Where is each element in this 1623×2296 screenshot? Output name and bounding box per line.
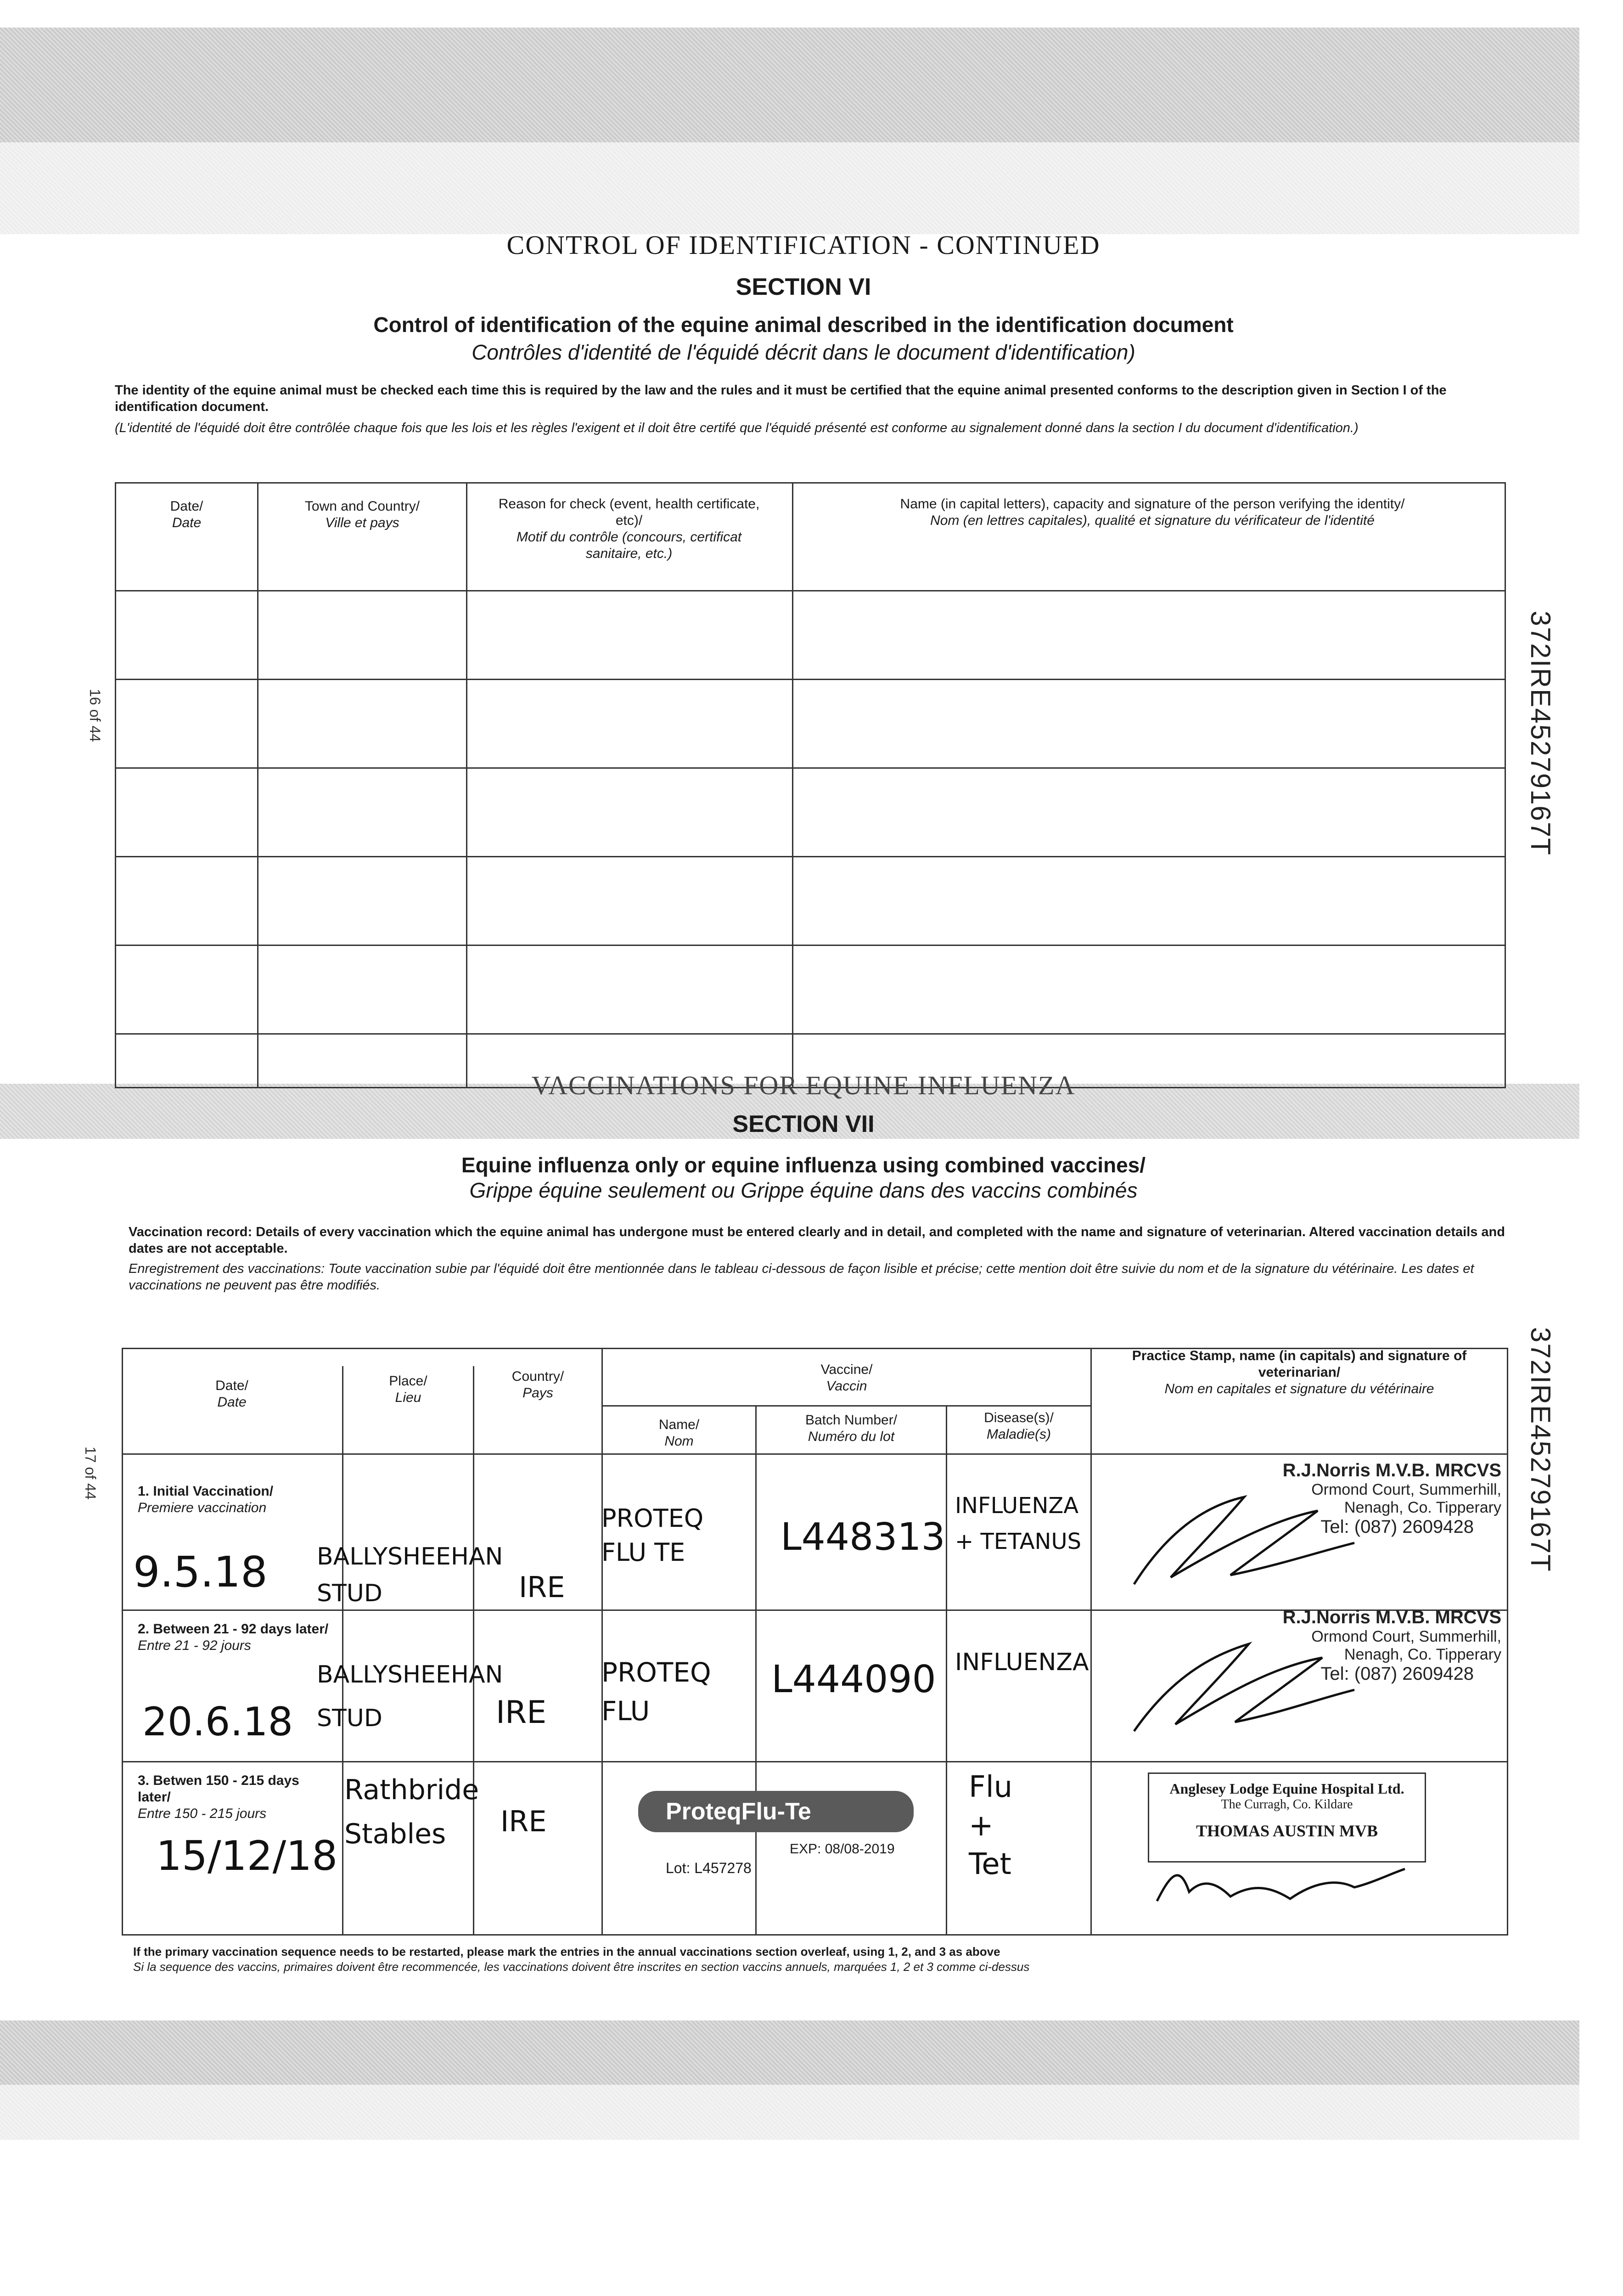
section6-label: SECTION VI	[736, 274, 871, 300]
s6-row-divider	[115, 856, 1506, 857]
s7-row2-place: BALLYSHEEHAN STUD	[317, 1661, 503, 1732]
s7-row1-batch: L448313	[781, 1515, 945, 1559]
s6-row-divider	[115, 767, 1506, 769]
section7-continued-header: VACCINATIONS FOR EQUINE INFLUENZA	[531, 1070, 1076, 1100]
s7-row-divider-2	[122, 1761, 1508, 1762]
sticker-product-name: ProteqFlu-Te	[638, 1791, 914, 1832]
s7-header-disease: Disease(s)/ Maladie(s)	[984, 1410, 1054, 1442]
s7-row2-country: IRE	[496, 1694, 547, 1731]
stamp-town: Nenagh, Co. Tipperary	[1344, 1646, 1501, 1663]
s7-row3-signature	[1152, 1855, 1410, 1915]
stamp-vet-name: R.J.Norris M.V.B. MRCVS	[1282, 1460, 1501, 1480]
s7-col-divider-date	[342, 1366, 343, 1936]
s7-row2-label: 2. Between 21 - 92 days later/ Entre 21 - 92 jours	[138, 1621, 329, 1653]
section7-title-en: Equine influenza only or equine influenza using combined vaccines/	[461, 1153, 1146, 1177]
scan-band-bottom	[0, 2020, 1579, 2085]
s6-row-divider	[115, 679, 1506, 680]
s7-col-divider-disease	[1090, 1348, 1092, 1936]
s6-row-divider	[115, 1033, 1506, 1035]
s7-row2-signature	[1125, 1621, 1364, 1740]
s7-row3-disease: Flu + Tet	[969, 1770, 1013, 1881]
s7-row3-place: Rathbride Stables	[344, 1774, 479, 1850]
section7-footnote-en: If the primary vaccination sequence needs to be restarted, please mark the entries in the annual vaccinations section overleaf, using 1, 2, and 3 as above	[133, 1945, 1000, 1958]
page-number-17: 17 of 44	[82, 1446, 99, 1500]
s7-row3-country: IRE	[500, 1805, 547, 1838]
s6-header-reason: Reason for check (event, health certificate, etc)/ Motif du contrôle (concours, certificat sanitaire, etc.)	[498, 496, 760, 561]
s6-col-divider-3	[792, 482, 793, 1088]
s7-row2-batch: L444090	[771, 1658, 936, 1701]
s7-row2-name: PROTEQ FLU	[601, 1657, 711, 1727]
s7-col-divider-place	[473, 1366, 474, 1936]
s7-col-divider-batch	[946, 1405, 947, 1936]
section6-note-fr: (L'identité de l'équidé doit être contrôlée chaque fois que les lois et les règles l'exigent et il doit être certifé que l'équidé présenté est conforme au signalement donné dans la section I du document d'identification.)	[115, 421, 1359, 435]
s7-header-country: Country/ Pays	[511, 1369, 564, 1401]
scan-band-top-light	[0, 142, 1579, 234]
s6-col-divider-1	[257, 482, 258, 1088]
s7-header-bottom-line	[122, 1453, 1508, 1455]
s7-row1-name: PROTEQ FLU TE	[601, 1504, 704, 1567]
s7-header-vaccine-name: Name/ Nom	[658, 1417, 700, 1449]
section6-title-fr: Contrôles d'identité de l'équidé décrit dans le document d'identification)	[472, 340, 1135, 364]
stamp-tel: Tel: (087) 2609428	[1320, 1517, 1474, 1537]
scan-band-top	[0, 28, 1579, 142]
stamp-hospital-address: The Curragh, Co. Kildare	[1221, 1797, 1353, 1812]
sticker-lot: Lot: L457278	[666, 1860, 752, 1876]
scan-band-bottom-light	[0, 2085, 1579, 2140]
section7-label: SECTION VII	[732, 1111, 875, 1137]
section6-table	[115, 482, 1506, 1088]
s7-row3-vaccine-sticker	[638, 1791, 918, 1896]
section7-footnote-fr: Si la sequence des vaccins, primaires doivent être recommencée, les vaccinations doivent être inscrites en section vaccins annuels, marquées 1, 2 et 3 comme ci-dessus	[133, 1960, 1030, 1974]
side-id-section7: 372IRE45279167T	[1525, 1327, 1556, 1572]
s7-row3-stamp	[1148, 1773, 1426, 1863]
stamp-vet-name: THOMAS AUSTIN MVB	[1196, 1822, 1378, 1840]
s7-header-vaccine: Vaccine/ Vaccin	[820, 1362, 873, 1394]
stamp-address: Ormond Court, Summerhill,	[1311, 1481, 1501, 1498]
s7-vaccine-subheader-line	[601, 1405, 1090, 1407]
s6-row-divider	[115, 590, 1506, 591]
section6-continued-header: CONTROL OF IDENTIFICATION - CONTINUED	[506, 230, 1101, 260]
s6-row-divider	[115, 945, 1506, 946]
section7-record-fr: Enregistrement des vaccinations: Toute vaccination subie par l'équidé doit être mentionnée dans le tableau ci-dessous de façon lisible et précise; cette mention doit être suivie du nom et de la signature du vétérinaire. Les dates et vaccinations ne peuvent pas être modifiés.	[129, 1261, 1474, 1293]
stamp-hospital-name: Anglesey Lodge Equine Hospital Ltd.	[1169, 1780, 1404, 1797]
s7-row1-country: IRE	[519, 1570, 565, 1604]
stamp-town: Nenagh, Co. Tipperary	[1344, 1499, 1501, 1516]
s7-row1-place: BALLYSHEEHAN STUD	[317, 1543, 503, 1607]
s6-header-date: Date/ Date	[170, 499, 203, 530]
s7-header-batch: Batch Number/ Numéro du lot	[805, 1412, 898, 1444]
section6-note-en: The identity of the equine animal must be checked each time this is required by the law and the rules and it must be certified that the equine animal presented conforms to the description given in Section I of the identification document.	[115, 383, 1447, 414]
s7-row1-signature	[1125, 1479, 1364, 1598]
s6-col-divider-2	[466, 482, 467, 1088]
s7-row1-disease: INFLUENZA + TETANUS	[955, 1493, 1082, 1554]
stamp-vet-name: R.J.Norris M.V.B. MRCVS	[1282, 1607, 1501, 1627]
s7-header-date: Date/ Date	[215, 1378, 248, 1410]
stamp-tel: Tel: (087) 2609428	[1320, 1664, 1474, 1684]
stamp-address: Ormond Court, Summerhill,	[1311, 1628, 1501, 1645]
s6-header-town: Town and Country/ Ville et pays	[304, 499, 420, 530]
page-number-16: 16 of 44	[87, 689, 103, 742]
section6-title-en: Control of identification of the equine animal described in the identification document	[373, 313, 1234, 337]
s7-header-practice: Practice Stamp, name (in capitals) and signature of veterinarian/ Nom en capitales et signature du vétérinaire	[1132, 1348, 1467, 1396]
s7-row1-label: 1. Initial Vaccination/ Premiere vaccination	[138, 1484, 274, 1515]
s7-header-place: Place/ Lieu	[389, 1373, 427, 1405]
s7-row1-date: 9.5.18	[133, 1548, 268, 1597]
sticker-exp: EXP: 08/08-2019	[790, 1841, 895, 1857]
s7-row2-date: 20.6.18	[142, 1699, 293, 1745]
section7-record-en: Vaccination record: Details of every vaccination which the equine animal has undergone must be entered clearly and in detail, and completed with the name and signature of veterinarian. Altered vaccination details and dates are not acceptable.	[129, 1225, 1505, 1256]
s6-header-name: Name (in capital letters), capacity and signature of the person verifying the identity/ Nom (en lettres capitales), qualité et signature du vérificateur de l'identité	[900, 496, 1405, 528]
side-id-section6: 372IRE45279167T	[1525, 611, 1556, 856]
s7-row3-date: 15/12/18	[156, 1832, 338, 1880]
section7-title-fr: Grippe équine seulement ou Grippe équine dans des vaccins combinés	[469, 1178, 1138, 1202]
s7-row3-label: 3. Betwen 150 - 215 days later/ Entre 150 - 215 jours	[138, 1773, 299, 1821]
s7-row2-disease: INFLUENZA	[955, 1649, 1089, 1676]
